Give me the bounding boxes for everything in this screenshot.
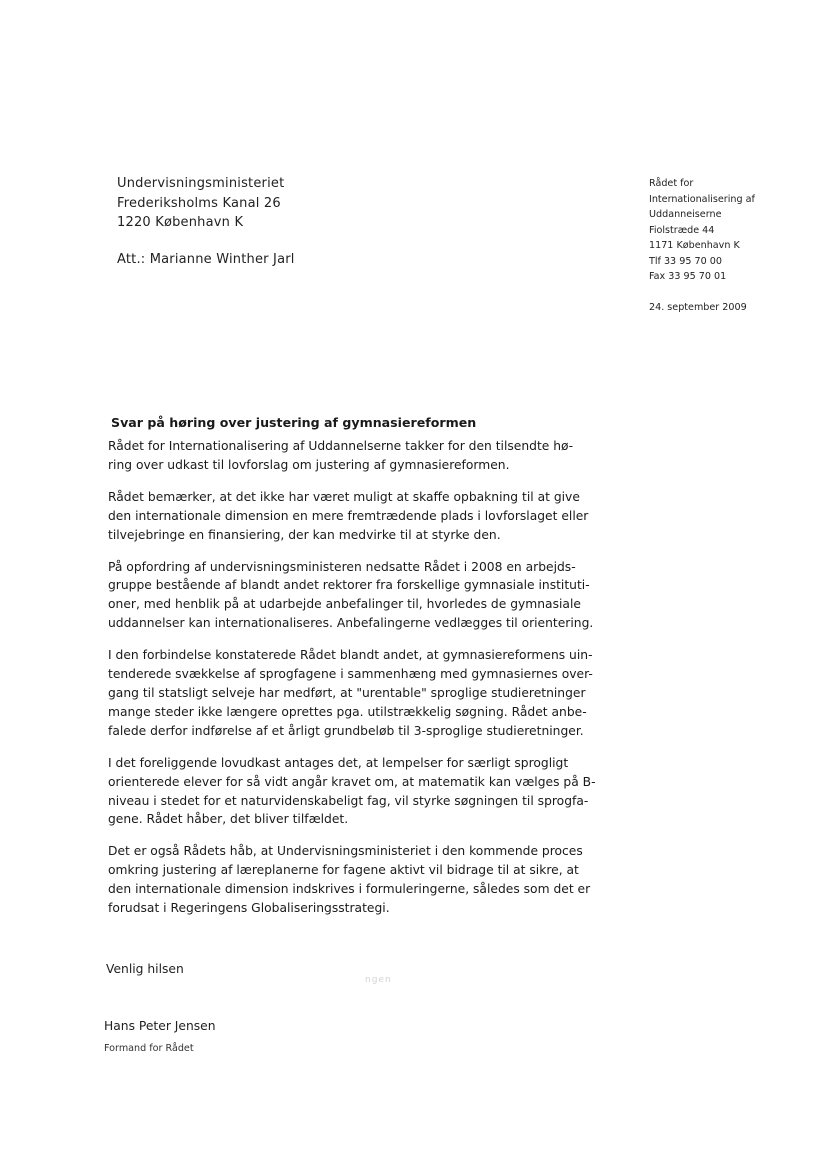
recipient-line: 1220 København K [117,215,244,230]
paragraph-line: oner, med henblik på at udarbejde anbefalinger til, hvorledes de gymnasiale [108,597,581,612]
body-paragraph [108,437,636,475]
faint-stamp-text: ngen [365,975,392,985]
body-paragraph [108,558,636,634]
recipient-line: Undervisningsministeriet [117,176,285,191]
letter-date: 24. september 2009 [649,301,747,313]
paragraph-line: gene. Rådet håber, det bliver tilfældet. [108,812,349,827]
letter-subject: Svar på høring over justering af gymnasiereformen [111,415,477,430]
paragraph-line: falede derfor indførelse af et årligt grundbeløb til 3-sproglige studieretninger. [108,723,584,738]
paragraph-line: På opfordring af undervisningsministeren nedsatte Rådet i 2008 en arbejds- [108,559,576,574]
sender-line: Uddanneiserne [649,209,722,220]
paragraph-line: Det er også Rådets håb, at Undervisningsministeriet i den kommende proces [108,844,583,859]
signatory-name: Hans Peter Jensen [104,1019,216,1033]
signatory-title: Formand for Rådet [104,1043,194,1054]
recipient-attention: Att.: Marianne Winther Jarl [117,251,295,267]
letter-body [108,413,636,931]
sender-phone: Tlf 33 95 70 00 [649,255,722,267]
sender-line: Fiolstræde 44 [649,224,715,236]
sender-line: Rådet for [649,178,694,189]
paragraph-line: ring over udkast til lovforslag om justering af gymnasiereformen. [108,457,510,472]
closing-greeting: Venlig hilsen [106,962,184,976]
sender-address [649,176,755,315]
paragraph-line: uddannelser kan internationaliseres. Anbefalingerne vedlægges til orientering. [108,616,594,631]
paragraph-line: I det foreliggende lovudkast antages det, at lempelser for særligt sprogligt [108,755,569,770]
paragraph-line: tenderede svækkelse af sprogfagene i sammenhæng med gymnasiernes over- [108,667,593,682]
paragraph-line: Rådet bemærker, at det ikke har været muligt at skaffe opbakning til at give [108,489,580,504]
sender-fax: Fax 33 95 70 01 [649,271,727,282]
paragraph-line: gang til statsligt selveje har medført, at "urentable" sproglige studieretninger [108,685,586,700]
paragraph-line: gruppe bestående af blandt andet rektorer fra forskellige gymnasiale instituti- [108,578,590,593]
paragraph-line: niveau i stedet for et naturvidenskabeligt fag, vil styrke søgningen til sprogfa- [108,793,589,808]
paragraph-line: orienterede elever for så vidt angår kravet om, at matematik kan vælges på B- [108,774,596,789]
sender-line: 1171 København K [649,240,740,251]
paragraph-line: den internationale dimension en mere fremtrædende plads i lovforslaget eller [108,508,589,523]
body-paragraph [108,488,636,545]
body-paragraph [108,754,636,830]
paragraph-line: I den forbindelse konstaterede Rådet blandt andet, at gymnasiereformens uin- [108,648,593,663]
body-paragraph [108,842,636,918]
paragraph-line: forudsat i Regeringens Globaliseringsstrategi. [108,901,390,916]
recipient-address [117,174,295,269]
recipient-line: Frederiksholms Kanal 26 [117,195,281,211]
body-paragraph [108,646,636,741]
sender-line: Internationalisering af [649,193,755,205]
paragraph-line: mange steder ikke længere oprettes pga. utilstrækkelig søgning. Rådet anbe- [108,704,587,719]
paragraph-line: den internationale dimension indskrives i formuleringerne, således som det er [108,882,591,897]
paragraph-line: Rådet for Internationalisering af Uddannelserne takker for den tilsendte hø- [108,439,574,453]
paragraph-line: omkring justering af læreplanerne for fagene aktivt vil bidrage til at sikre, at [108,863,579,878]
letter-paragraphs [108,437,636,918]
paragraph-line: tilvejebringe en finansiering, der kan medvirke til at styrke den. [108,527,501,542]
